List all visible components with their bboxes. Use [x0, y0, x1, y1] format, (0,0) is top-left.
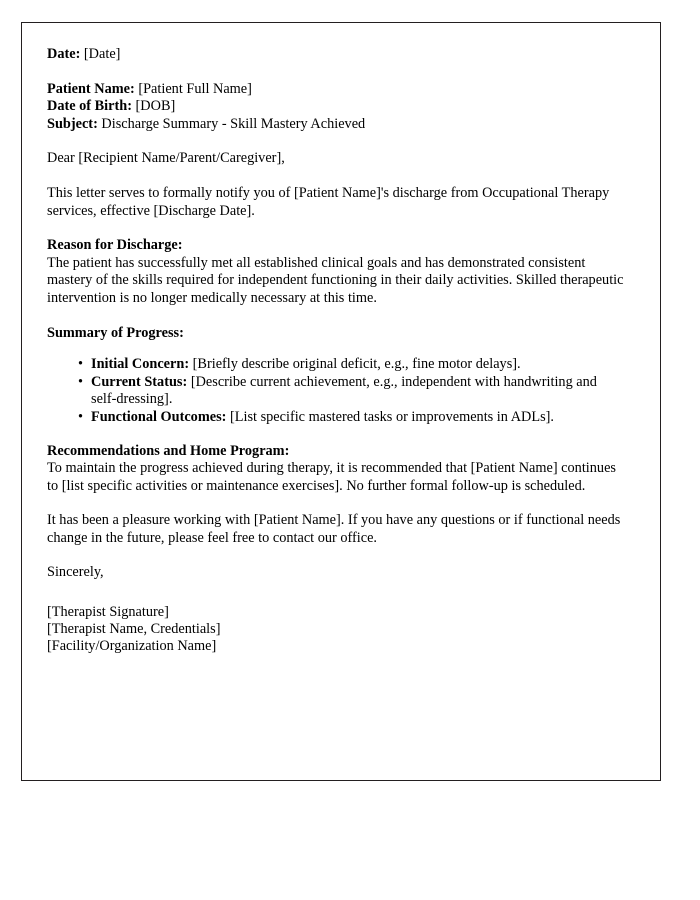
spacer-after-recommendations — [47, 495, 624, 512]
summary-heading: Summary of Progress: — [47, 324, 184, 341]
subject-line — [47, 116, 624, 134]
spacer-after-intro — [47, 220, 624, 237]
date-label: Date: — [47, 46, 81, 62]
list-item — [80, 374, 624, 409]
list-item-label: Initial Concern: — [91, 356, 190, 373]
signature-line-3: [Facility/Organization Name] — [47, 638, 217, 655]
list-item — [80, 409, 624, 427]
spacer-after-date — [47, 64, 624, 81]
spacer-after-reason — [47, 308, 624, 325]
dob-label: Date of Birth: — [47, 98, 132, 115]
greeting-line: Dear [Recipient Name/Parent/Caregiver], — [47, 150, 285, 167]
intro-paragraph: This letter serves to formally notify you of [Patient Name]'s discharge from Occupational Therapy services, effective [Discharge Date]. — [47, 184, 610, 219]
letter-page — [21, 22, 661, 781]
closing-paragraph: It has been a pleasure working with [Patient Name]. If you have any questions or if functional needs change in the future, please feel free to contact our office. — [47, 512, 621, 546]
list-item — [80, 356, 624, 374]
summary-list — [47, 356, 624, 426]
date-of-birth-line — [47, 98, 624, 116]
dob-value: [DOB] — [135, 98, 176, 115]
spacer-before-signature — [47, 582, 624, 604]
spacer-after-header — [47, 133, 624, 150]
spacer-after-closing — [47, 547, 624, 564]
list-item-text: [Describe current achievement, e.g., independent with handwriting and self-dressing]. — [91, 373, 597, 408]
date-line — [47, 46, 624, 64]
list-item-label: Current Status: — [91, 373, 188, 390]
list-item-label: Functional Outcomes: — [91, 408, 227, 425]
reason-heading: Reason for Discharge: — [47, 237, 183, 254]
list-item-text: [List specific mastered tasks or improvements in ADLs]. — [230, 408, 554, 425]
spacer-before-bullets — [47, 342, 624, 356]
recommendations-heading: Recommendations and Home Program: — [47, 442, 290, 459]
signature-line-2: [Therapist Name, Credentials] — [47, 621, 221, 638]
salutation: Sincerely, — [47, 564, 104, 581]
spacer-after-bullets — [47, 427, 624, 443]
subject-label: Subject: — [47, 115, 98, 132]
patient-name-label: Patient Name: — [47, 80, 135, 97]
letter-content — [47, 46, 624, 656]
spacer-after-greeting — [47, 168, 624, 185]
signature-line-1: [Therapist Signature] — [47, 604, 169, 621]
patient-name-line — [47, 81, 624, 99]
date-value: [Date] — [83, 46, 121, 62]
reason-paragraph: The patient has successfully met all established clinical goals and has demonstrated consistent mastery of the skills required for independent functioning in their daily activities. Skilled therapeutic intervention is no longer medically necessary at this time. — [47, 254, 624, 306]
list-item-text: [Briefly describe original deficit, e.g., fine motor delays]. — [192, 356, 521, 373]
recommendations-paragraph: To maintain the progress achieved during therapy, it is recommended that [Patient Name] continues to [list specific activities or maintenance exercises]. No further formal follow-up is scheduled. — [47, 460, 616, 494]
subject-value: Discharge Summary - Skill Mastery Achieved — [101, 115, 366, 132]
patient-name-value: [Patient Full Name] — [138, 80, 252, 97]
